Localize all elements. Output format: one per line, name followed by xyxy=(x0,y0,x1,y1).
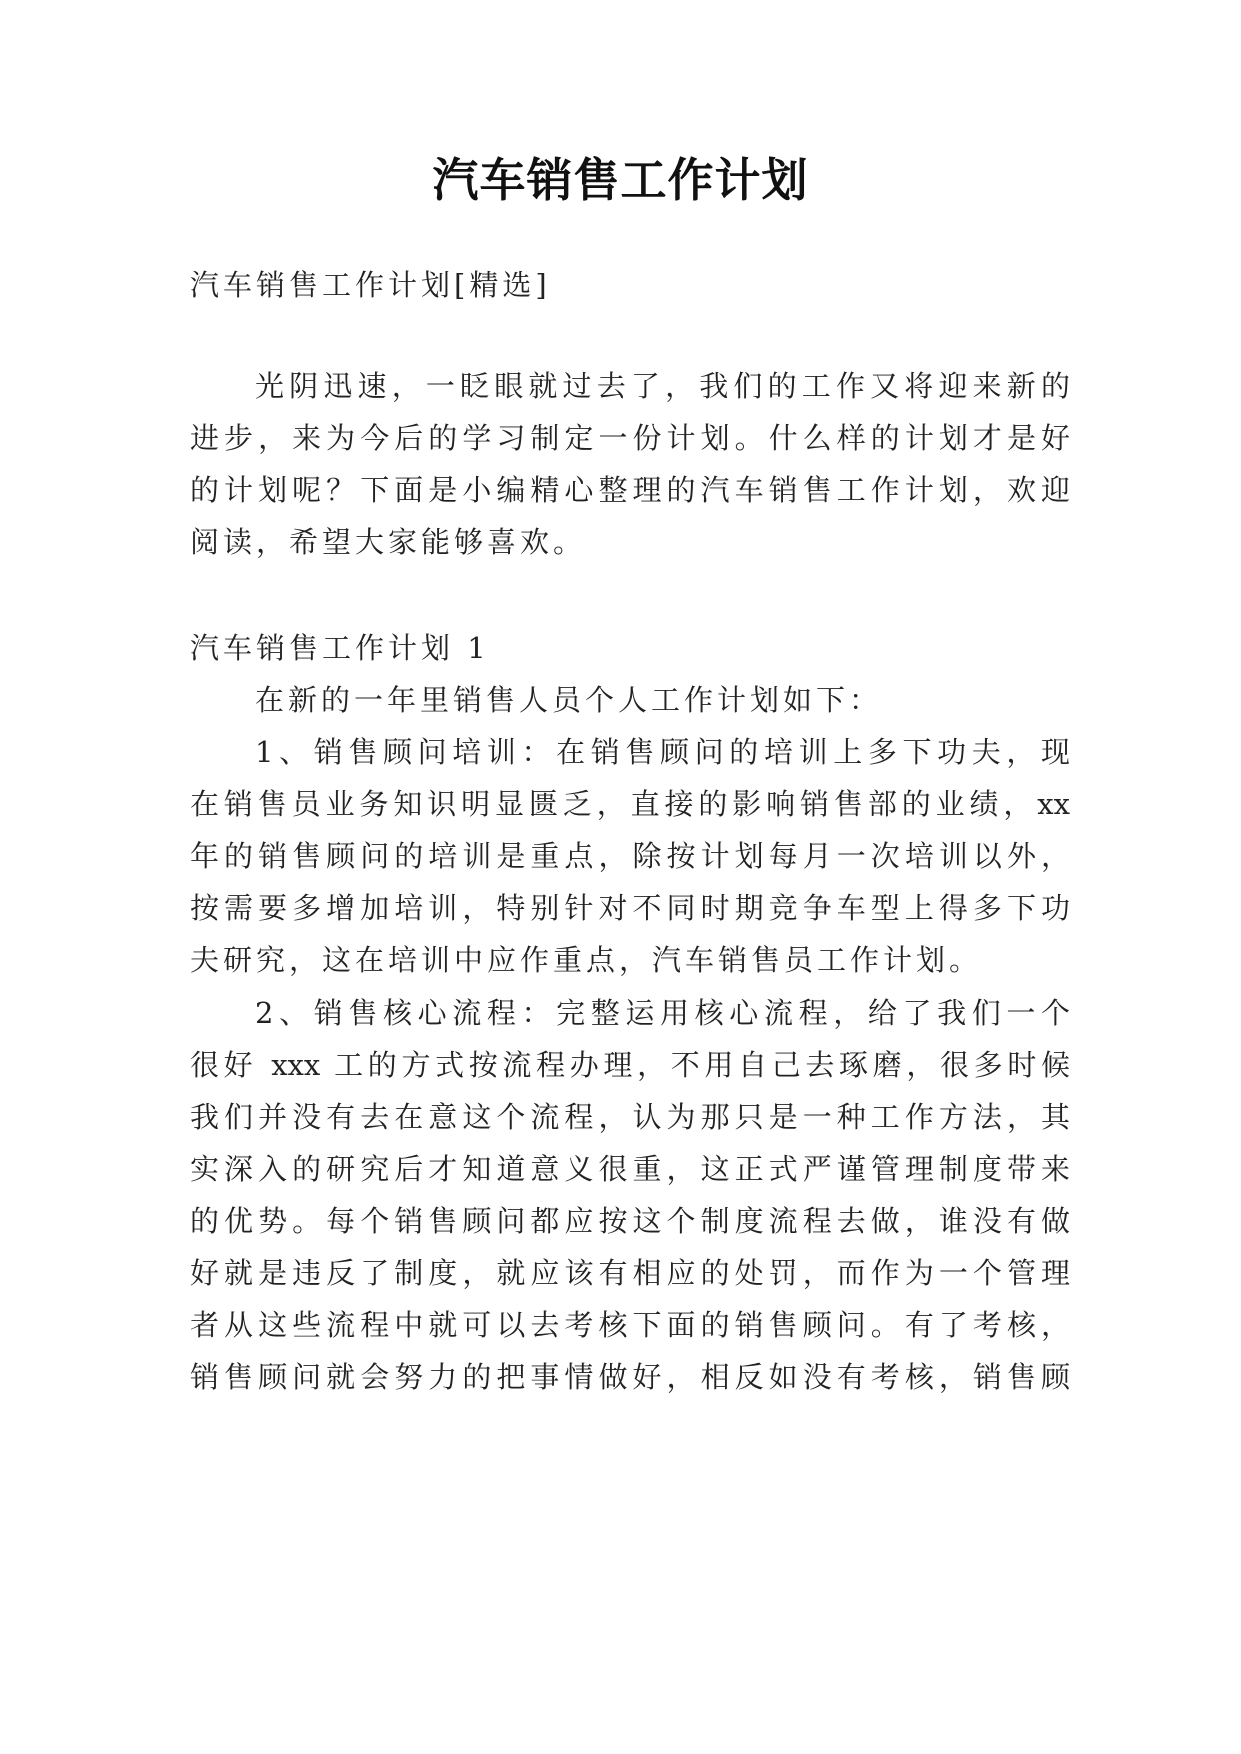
item1-line: 夫研究，这在培训中应作重点，汽车销售员工作计划。 xyxy=(190,943,983,977)
item2-line: 销售顾问就会努力的把事情做好，相反如没有考核，销售顾 xyxy=(190,1360,1070,1394)
item2-line: 我们并没有去在意这个流程，认为那只是一种工作方法，其 xyxy=(190,1100,1070,1134)
item1-line: 在销售员业务知识明显匮乏，直接的影响销售部的业绩，xx xyxy=(190,787,1070,821)
intro-line: 光阴迅速，一眨眼就过去了，我们的工作又将迎来新的 xyxy=(255,369,1070,403)
intro-line: 阅读，希望大家能够喜欢。 xyxy=(190,525,587,559)
item1-line: 年的销售顾问的培训是重点，除按计划每月一次培训以外， xyxy=(190,839,1070,873)
item2-line: 2、销售核心流程：完整运用核心流程，给了我们一个 xyxy=(255,996,1070,1030)
item2-line: 实深入的研究后才知道意义很重，这正式严谨管理制度带来 xyxy=(190,1152,1070,1186)
intro-line: 的计划呢？下面是小编精心整理的汽车销售工作计划，欢迎 xyxy=(190,473,1070,507)
section-heading: 汽车销售工作计划 1 xyxy=(190,631,490,665)
item2-line: 者从这些流程中就可以去考核下面的销售顾问。有了考核， xyxy=(190,1308,1070,1342)
intro-line: 进步，来为今后的学习制定一份计划。什么样的计划才是好 xyxy=(190,421,1070,455)
document-title: 汽车销售工作计划 xyxy=(432,153,809,207)
item2-line: 很好 xxx 工的方式按流程办理，不用自己去琢磨，很多时候 xyxy=(190,1048,1070,1082)
item2-line: 的优势。每个销售顾问都应按这个制度流程去做，谁没有做 xyxy=(190,1204,1070,1238)
item1-line: 1、销售顾问培训：在销售顾问的培训上多下功夫，现 xyxy=(255,735,1070,769)
document-subtitle: 汽车销售工作计划[精选] xyxy=(190,268,551,302)
section-intro: 在新的一年里销售人员个人工作计划如下： xyxy=(255,683,883,717)
item1-line: 按需要多增加培训，特别针对不同时期竞争车型上得多下功 xyxy=(190,891,1070,925)
item2-line: 好就是违反了制度，就应该有相应的处罚，而作为一个管理 xyxy=(190,1256,1070,1290)
